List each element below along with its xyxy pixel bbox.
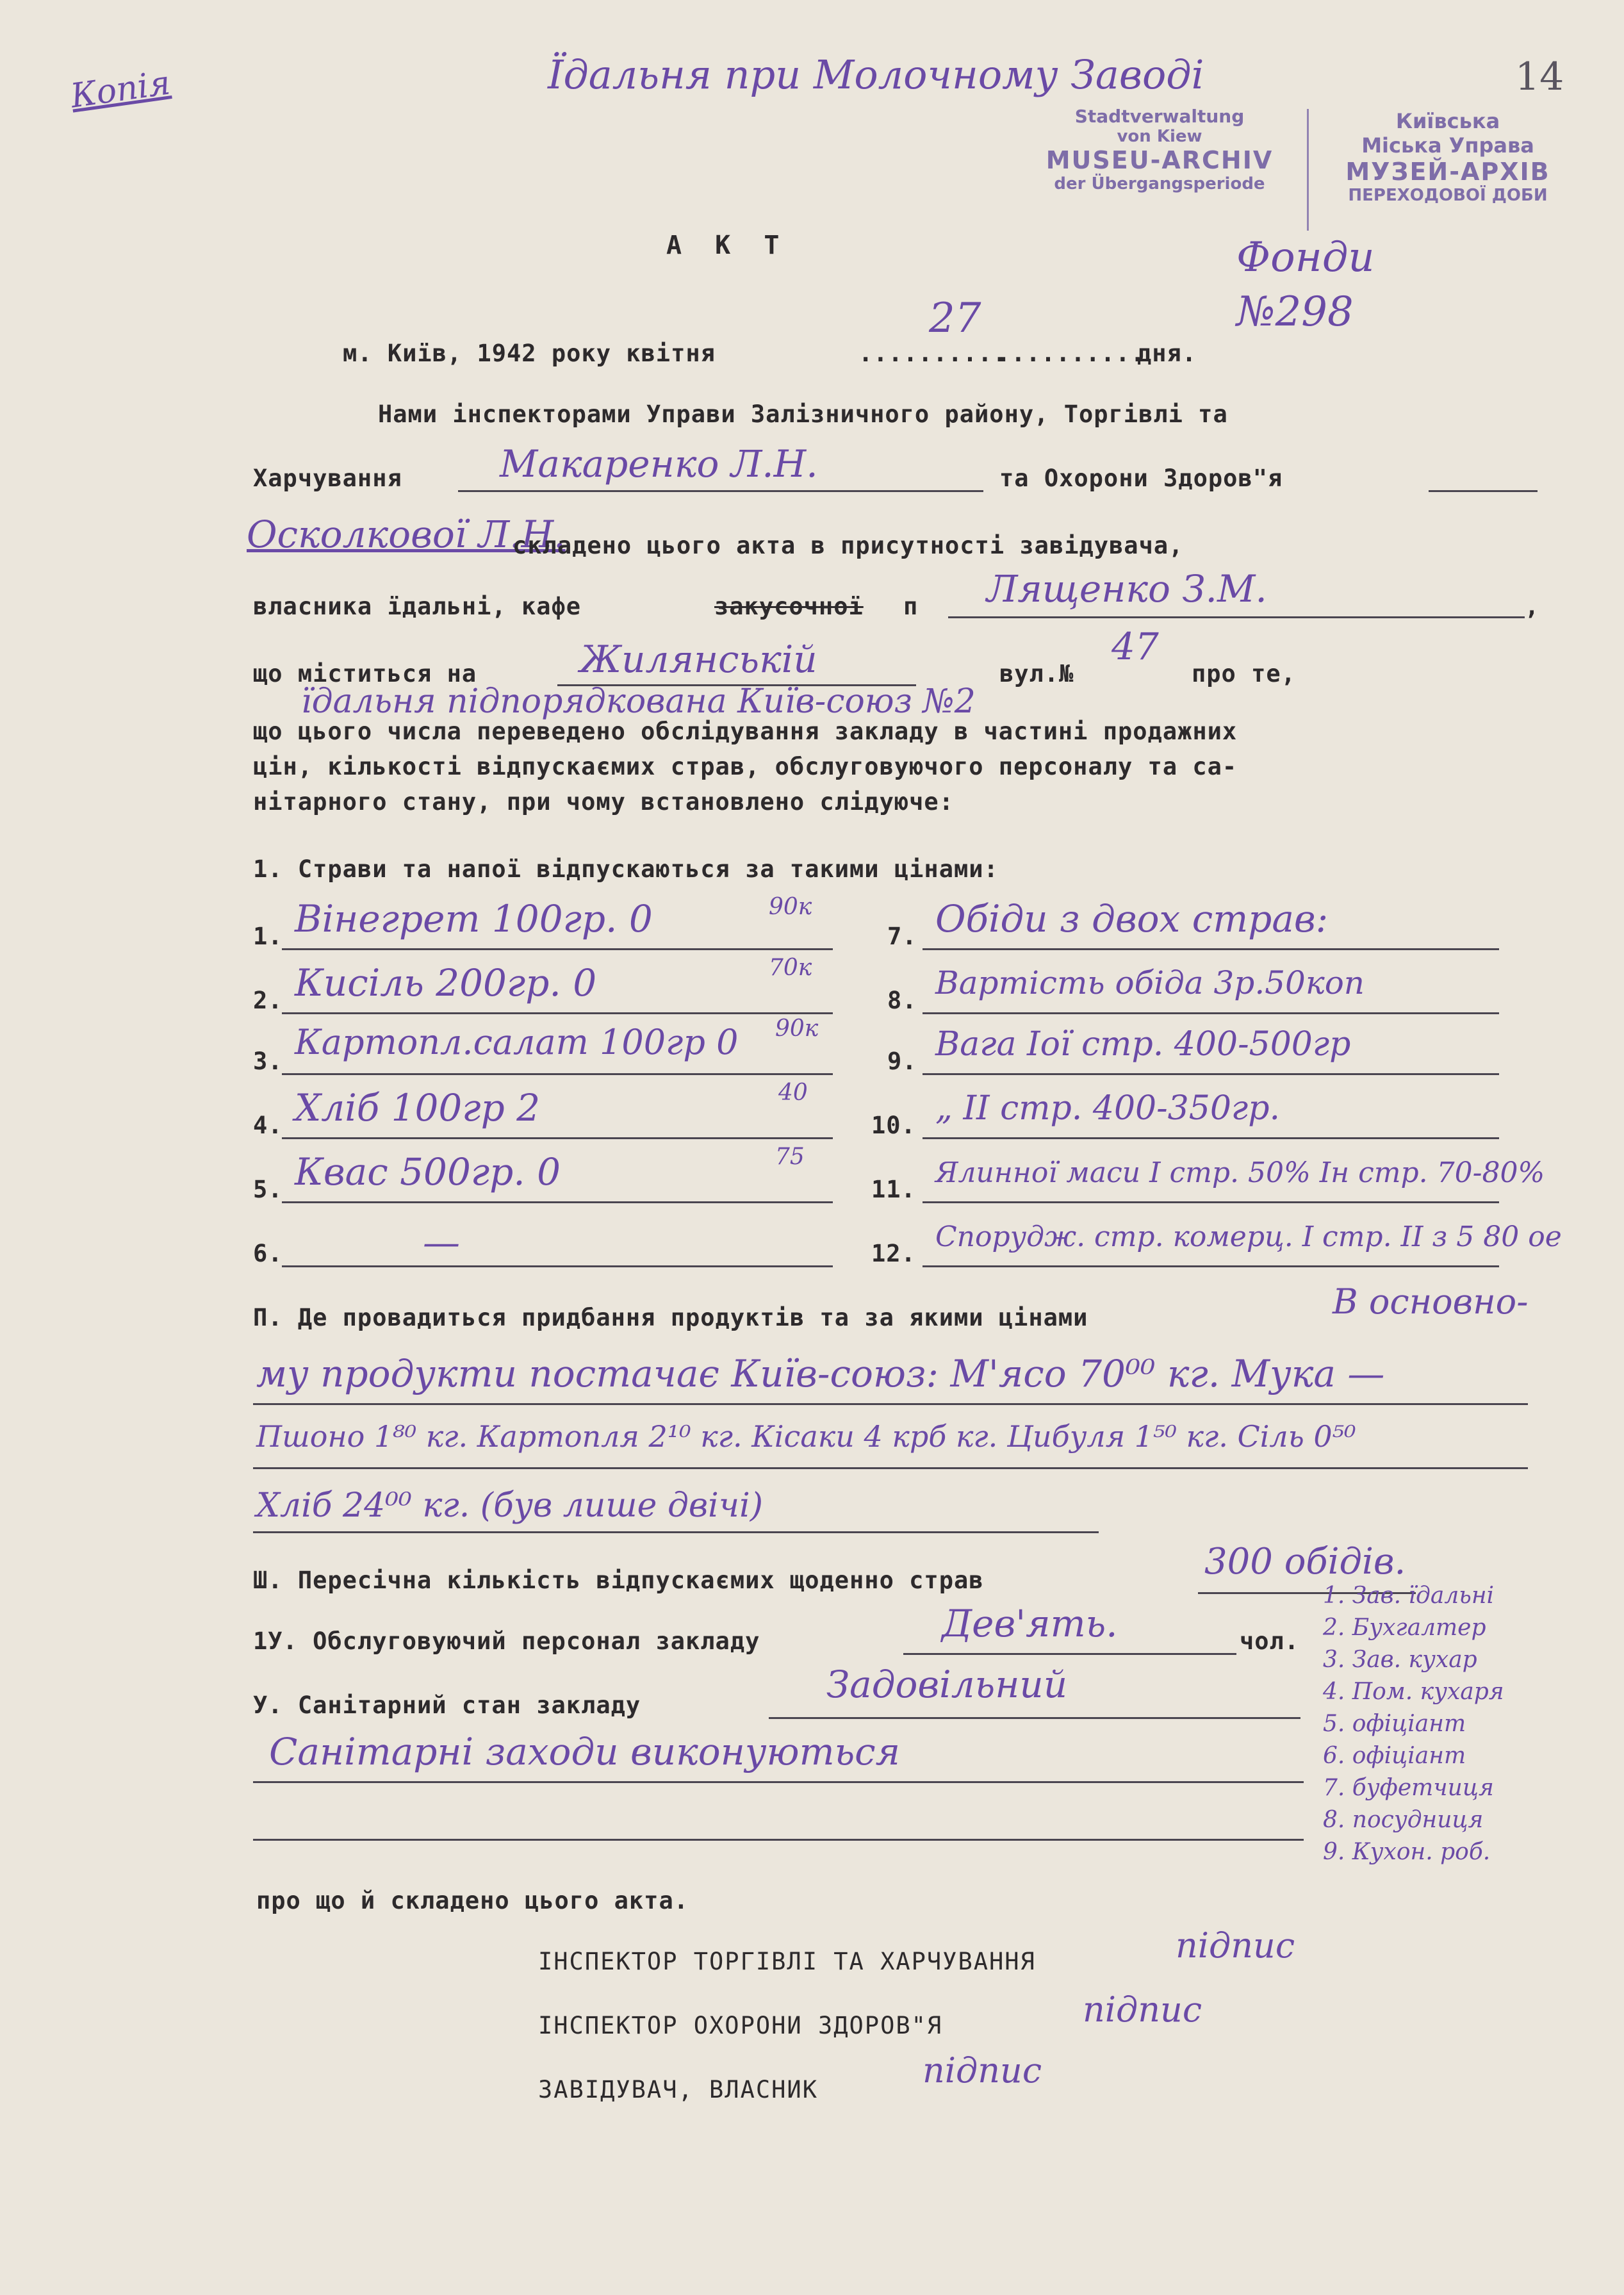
stamp-line: МУЗЕЙ-АРХІВ	[1345, 158, 1550, 186]
section-2-note: В основно-	[1333, 1281, 1529, 1322]
menu-item: Ялинної маси І стр. 50% Ін стр. 70-80%	[935, 1156, 1545, 1189]
intro-line: цін, кількості відпускаємих страв, обслуговуючого персоналу та са-	[253, 753, 1238, 780]
inspector-1-name: Макаренко Л.Н.	[500, 442, 818, 486]
item-number: 2.	[253, 987, 283, 1014]
signature-mark: підпис	[1176, 1925, 1295, 1966]
menu-item: Спорудж. стр. комерц. І стр. II з 5 80 ое	[935, 1221, 1562, 1253]
header-note: Їдальня при Молочному Заводі	[548, 51, 1204, 98]
signature-mark: підпис	[923, 2050, 1042, 2091]
staff-item: 4. Пом. кухаря	[1323, 1679, 1504, 1705]
section-3-value: 300 обідів.	[1204, 1541, 1406, 1583]
staff-item: 9. Кухон. роб.	[1323, 1839, 1491, 1865]
fill-line	[769, 1717, 1300, 1719]
item-number: 7.	[887, 923, 917, 950]
fill-line	[253, 1403, 1528, 1405]
fond-number: №298	[1236, 288, 1354, 336]
intro-line: що цього числа переведено обслідування закладу в частині продажних	[253, 718, 1238, 745]
price-item: Картопл.салат 100гр 0	[295, 1022, 739, 1062]
street-name: Жилянській	[580, 638, 817, 681]
page-number: 14	[1515, 54, 1564, 99]
date-dots: ..........	[996, 340, 1145, 367]
manager-name: Лященко З.М.	[987, 567, 1267, 611]
fill-line	[282, 948, 833, 950]
section-5-label: У. Санітарний стан закладу	[253, 1691, 641, 1719]
stamp-line: der Übergangsperiode	[1054, 174, 1265, 193]
staff-item: 8. посудниця	[1323, 1807, 1484, 1833]
item-number: 3.	[253, 1048, 283, 1075]
street-label: вул.№	[999, 660, 1074, 687]
section-4-value: Дев'ять.	[942, 1602, 1118, 1645]
intro-line: нітарного стану, при чому встановлено слідуюче:	[253, 788, 954, 816]
staff-item: 6. офіціант	[1323, 1743, 1466, 1769]
item-number: 11.	[871, 1176, 916, 1203]
price-superscript: 90к	[775, 1016, 819, 1042]
fill-line	[923, 1201, 1499, 1203]
menu-item: Вартість обіда 3р.50коп	[935, 964, 1365, 1001]
date-day: 27	[929, 295, 981, 342]
stamp-line: Міська Управа	[1361, 133, 1534, 158]
intro-line-prefix: що міститься на	[253, 660, 477, 687]
fill-line	[948, 616, 1525, 618]
fill-line	[923, 1137, 1499, 1139]
fill-line	[923, 1073, 1499, 1075]
section-4-label: 1У. Обслуговуючий персонал закладу	[253, 1627, 760, 1655]
intro-line-prefix: Харчування	[253, 465, 402, 492]
item-number: 10.	[871, 1112, 916, 1139]
signature-role: ІНСПЕКТОР ТОРГІВЛІ ТА ХАРЧУВАННЯ	[538, 1948, 1036, 1975]
staff-item: 2. Бухгалтер	[1323, 1615, 1486, 1641]
intro-line-prefix: власника їдальні, кафе	[253, 593, 582, 620]
menu-item: Обіди з двох страв:	[935, 897, 1329, 941]
menu-item: „ II стр. 400-350гр.	[935, 1089, 1281, 1128]
section-5-value: Задовільний	[826, 1663, 1068, 1706]
section-2-heading: П. Де провадиться придбання продуктів та за якими цінами	[253, 1304, 1088, 1331]
intro-line-suffix: про те,	[1192, 660, 1296, 687]
fond-label: Фонди	[1236, 234, 1375, 281]
staff-item: 7. буфетчиця	[1323, 1775, 1494, 1801]
closing-line: про що й складено цього акта.	[256, 1887, 689, 1914]
item-number: 5.	[253, 1176, 283, 1203]
item-number: 12.	[871, 1240, 916, 1267]
struck-word: закусочної	[714, 593, 864, 620]
staff-item: 3. Зав. кухар	[1323, 1647, 1477, 1673]
stamp-line: Київська	[1395, 109, 1500, 133]
inspector-2-name: Осколкової Л.Н.	[247, 513, 566, 556]
comma: ,	[1525, 593, 1540, 620]
price-item: Хліб 100гр 2	[295, 1086, 541, 1130]
price-item: Вінегрет 100гр. 0	[295, 897, 653, 941]
item-number: 1.	[253, 923, 283, 950]
staff-item: 5. офіціант	[1323, 1711, 1466, 1737]
section-2-note: Хліб 24⁰⁰ кг. (був лише двічі)	[256, 1486, 764, 1525]
date-line-prefix: м. Київ, 1942 року квітня	[343, 340, 716, 367]
menu-item: Вага Iої стр. 400-500гр	[935, 1025, 1351, 1064]
price-superscript: 90к	[769, 894, 812, 920]
intro-line: Нами інспекторами Управи Залізничного району, Торгівлі та	[378, 400, 1228, 428]
fill-line	[282, 1201, 833, 1203]
signature-role: ІНСПЕКТОР ОХОРОНИ ЗДОРОВ"Я	[538, 2012, 943, 2039]
section-4-suffix: чол.	[1240, 1627, 1300, 1655]
intro-line-suffix: та Охорони Здоров"я	[999, 465, 1283, 492]
item-number: 8.	[887, 987, 917, 1014]
fill-line	[253, 1531, 1099, 1533]
fill-line	[923, 1012, 1499, 1014]
ukrainian-archive-stamp	[1307, 109, 1589, 205]
price-superscript: 75	[775, 1144, 805, 1170]
signature-role: ЗАВІДУВАЧ, ВЛАСНИК	[538, 2076, 818, 2103]
section-1-heading: 1. Страви та напої відпускаються за такими цінами:	[253, 855, 999, 883]
intro-p: п	[903, 593, 919, 620]
stamp-line: Stadtverwaltung	[1074, 106, 1245, 127]
price-item: Кисіль 200гр. 0	[295, 961, 597, 1005]
fill-line	[253, 1781, 1304, 1783]
section-2-note: му продукти постачає Київ-союз: М'ясо 70⁰⁰ кг. Мука —	[256, 1352, 1385, 1395]
fill-line	[282, 1073, 833, 1075]
price-superscript: 40	[778, 1080, 808, 1106]
section-5-note: Санітарні заходи виконуються	[269, 1730, 901, 1773]
fill-line	[923, 948, 1499, 950]
intro-line: складено цього акта в присутності завідувача,	[513, 532, 1184, 559]
fill-line	[1429, 490, 1538, 492]
section-3-label: Ш. Пересічна кількість відпускаємих щоденно страв	[253, 1567, 984, 1594]
fill-line	[923, 1265, 1499, 1267]
fill-line	[253, 1467, 1528, 1469]
copy-mark: Копія	[68, 63, 173, 116]
date-dots: ..........	[858, 340, 1008, 367]
price-superscript: 70к	[769, 955, 812, 981]
price-item: Квас 500гр. 0	[295, 1150, 561, 1194]
fill-line	[458, 490, 983, 492]
house-number: 47	[1111, 625, 1159, 668]
fill-line	[282, 1265, 833, 1267]
section-2-note: Пшоно 1⁸⁰ кг. Картопля 2¹⁰ кг. Кісаки 4 крб кг. Цибуля 1⁵⁰ кг. Сіль 0⁵⁰	[256, 1419, 1356, 1454]
fill-line	[253, 1839, 1304, 1841]
document-title: А К Т	[666, 231, 789, 260]
item-number: 4.	[253, 1112, 283, 1139]
fill-line	[903, 1653, 1236, 1655]
item-number: 6.	[253, 1240, 283, 1267]
subordination-note: їдальня підпорядкована Київ-союз №2	[301, 682, 976, 721]
stamp-line: MUSEU-ARCHIV	[1046, 146, 1274, 174]
german-archive-stamp	[1019, 106, 1300, 193]
date-suffix: дня.	[1137, 340, 1197, 367]
price-item: —	[423, 1221, 460, 1264]
staff-item: 1. Зав. їдальні	[1323, 1583, 1495, 1609]
fill-line	[282, 1012, 833, 1014]
stamp-line: von Kiew	[1117, 127, 1202, 146]
signature-mark: підпис	[1083, 1989, 1202, 2030]
item-number: 9.	[887, 1048, 917, 1075]
fill-line	[282, 1137, 833, 1139]
stamp-line: ПЕРЕХОДОВОЇ ДОБИ	[1348, 186, 1548, 205]
